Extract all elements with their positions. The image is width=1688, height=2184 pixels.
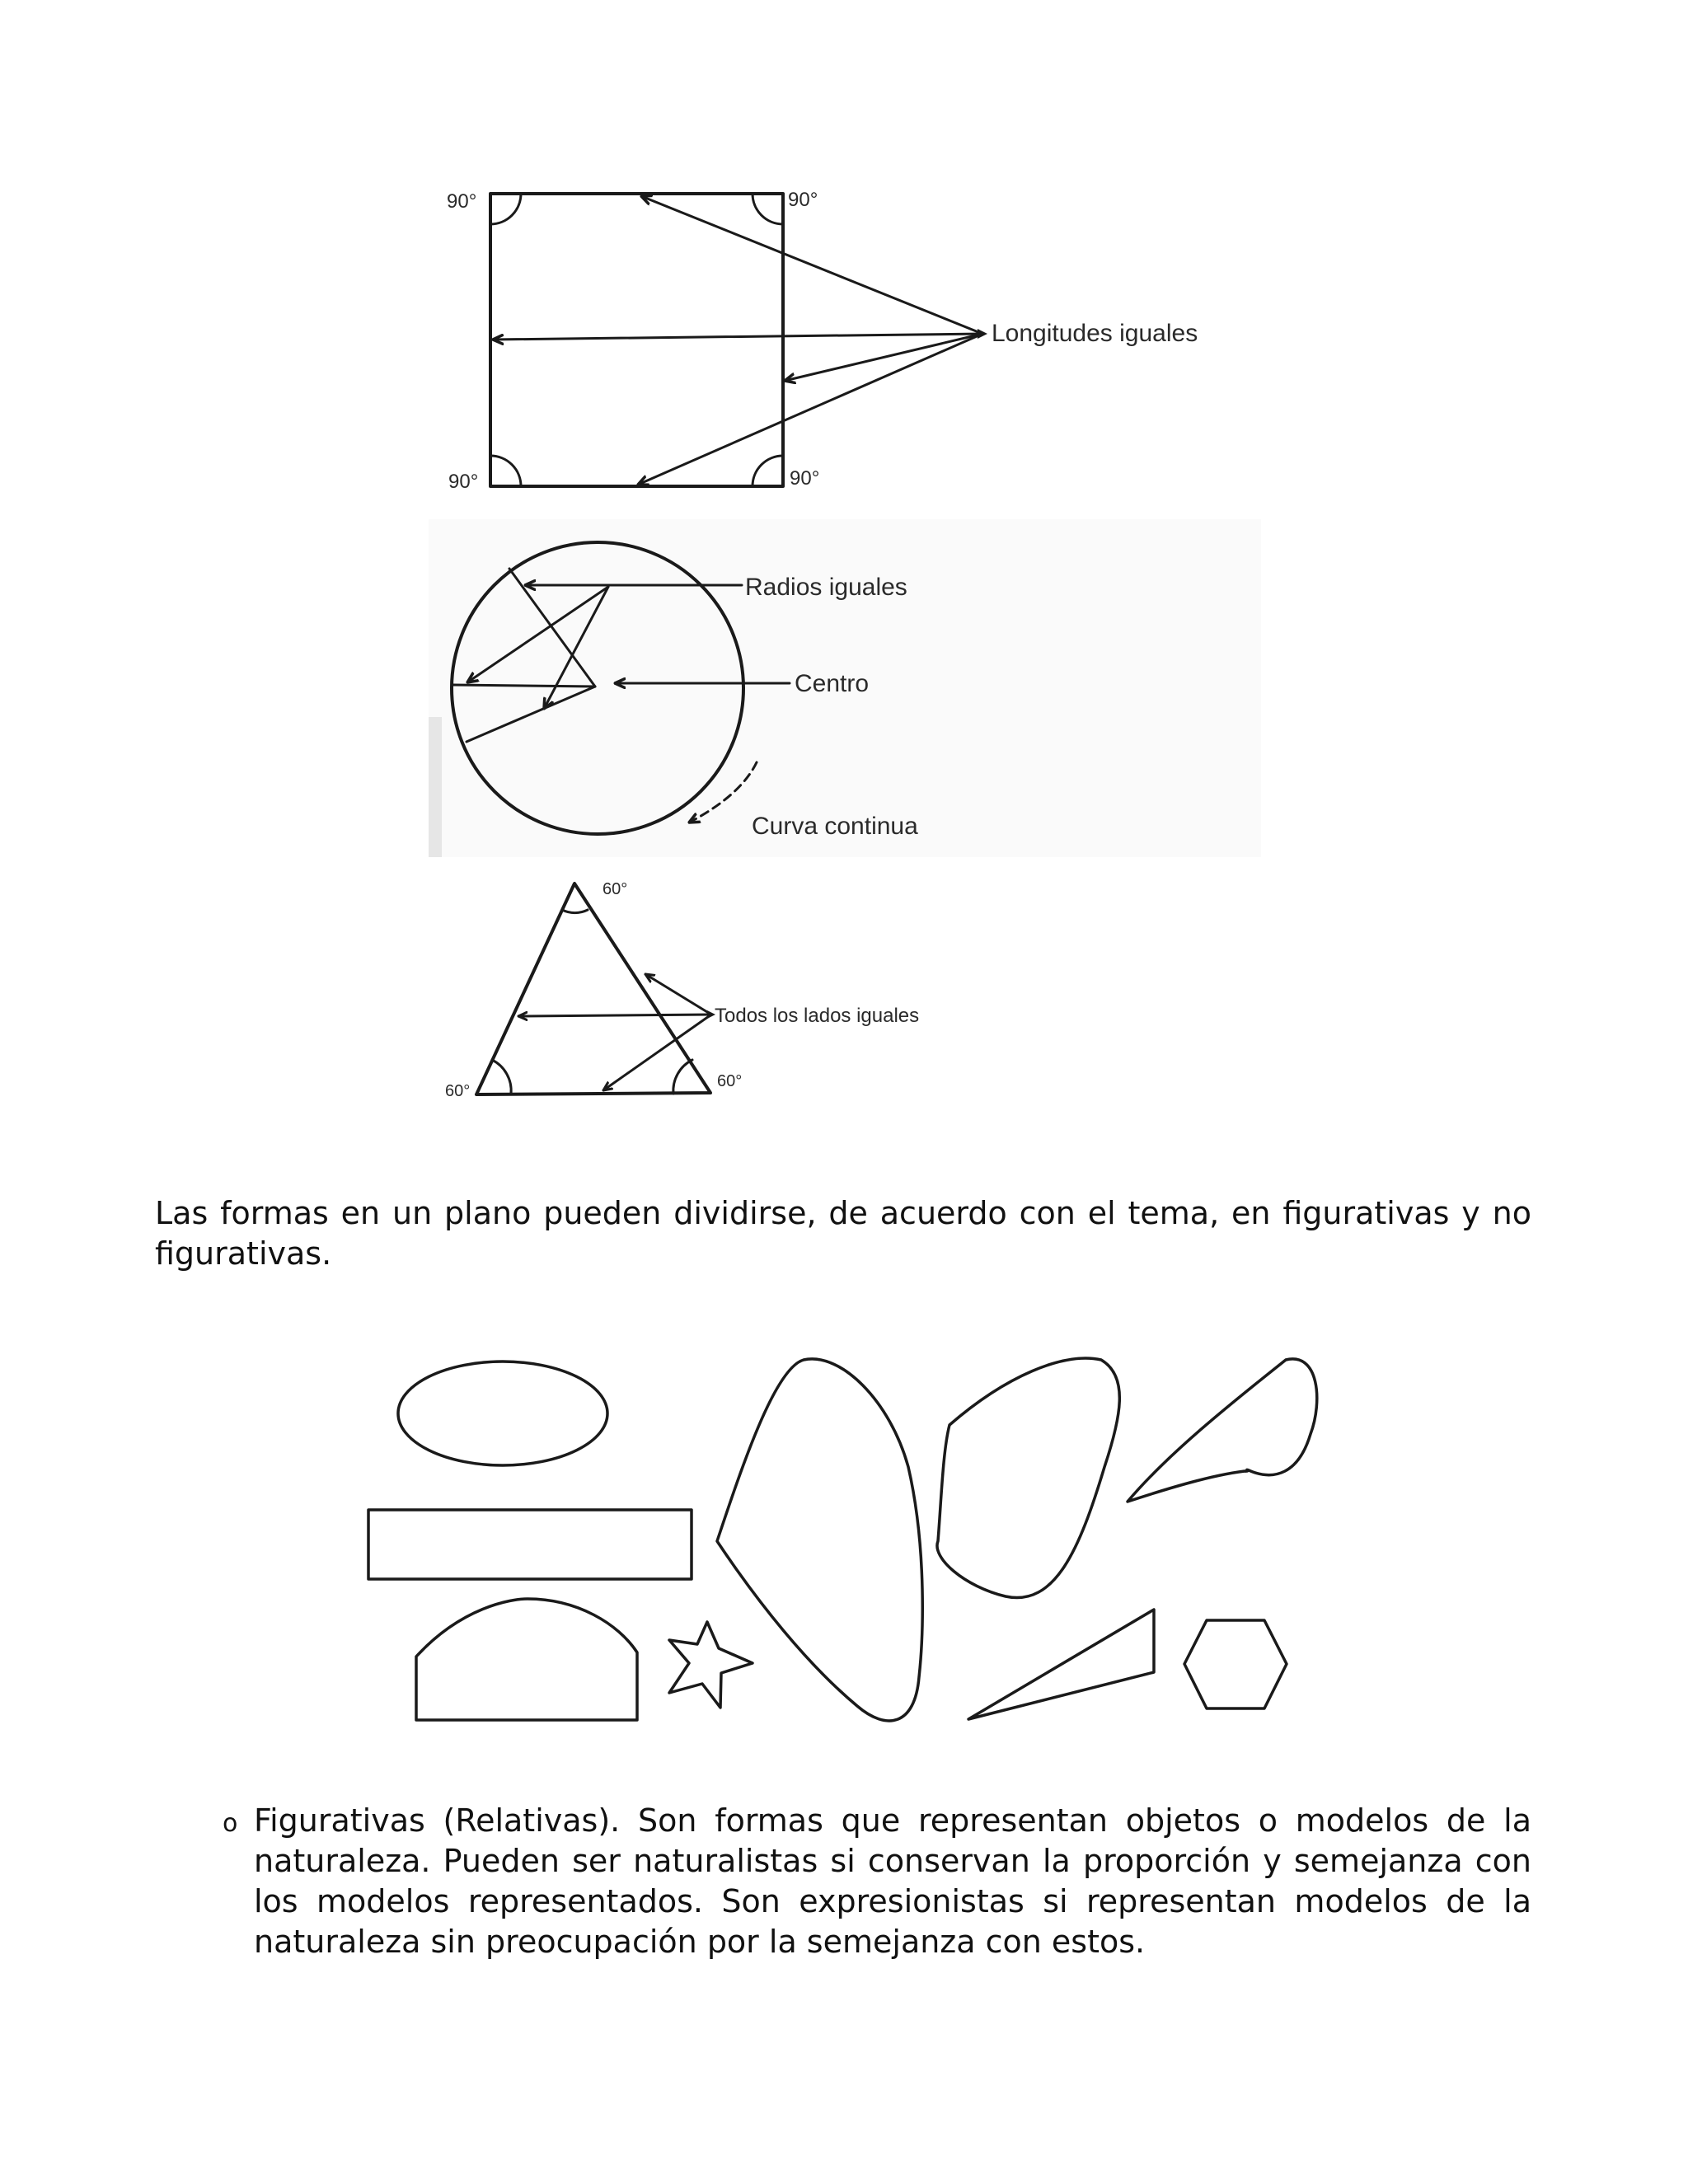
angle-label-left: 60° [445, 1082, 471, 1100]
bullet-marker: o [223, 1809, 238, 1838]
angle-arc-right [673, 1060, 692, 1094]
wing-shape [1128, 1359, 1317, 1502]
square-diagram [412, 165, 1269, 511]
angle-label-right: 60° [717, 1072, 743, 1090]
convergence-arrowhead [978, 329, 987, 339]
curva-label: Curva continua [752, 813, 918, 840]
scan-edge-strip [429, 717, 442, 857]
hexagon-shape [1184, 1620, 1287, 1708]
lados-arrow-bottom [603, 1015, 711, 1090]
dome-shape [416, 1599, 637, 1720]
teardrop-shape [717, 1359, 922, 1721]
star-shape [669, 1622, 753, 1708]
longitudes-label: Longitudes iguales [992, 320, 1198, 347]
angle-arc-tr [753, 194, 783, 224]
lados-arrow-left [518, 1015, 711, 1016]
ellipse-shape [398, 1361, 607, 1465]
arrow-to-bottom-side [638, 334, 982, 485]
angle-label-tr: 90° [788, 189, 818, 211]
angle-arc-br [753, 456, 783, 486]
angle-arc-left [492, 1060, 511, 1094]
angle-label-bl: 90° [448, 471, 479, 493]
figurativas-paragraph: Figurativas (Relativas). Son formas que representan objetos o modelos de la naturaleza. Pueden ser naturalistas si conservan la proporción y semejanza con los modelos representados. Son expresionistas si representan modelos de la naturaleza sin preocupación por la semejanza con estos. [254, 1802, 1531, 1960]
radios-label: Radios iguales [745, 574, 907, 601]
arrow-to-left-side [493, 334, 982, 340]
angle-label-br: 90° [790, 467, 820, 490]
shapes-illustration [354, 1335, 1343, 1731]
intro-paragraph: Las formas en un plano pueden dividirse, de acuerdo con el tema, en figurativas y no figurativas. [155, 1195, 1531, 1272]
angle-label-tl: 90° [447, 190, 477, 213]
radius-line-2 [452, 685, 595, 687]
angle-arc-tl [490, 194, 521, 224]
triangle-shape [476, 883, 710, 1094]
sliver-triangle-shape [968, 1610, 1154, 1719]
circle-diagram [429, 519, 1269, 865]
triangle-diagram [429, 865, 1006, 1113]
centro-label: Centro [795, 670, 870, 697]
todos-lados-label: Todos los lados iguales [715, 1005, 920, 1027]
angle-arc-top [562, 910, 588, 913]
arrow-to-right-side [785, 334, 982, 381]
arrow-to-top-side [641, 196, 982, 334]
blob-shape [937, 1358, 1119, 1597]
rectangle-shape [368, 1510, 692, 1579]
angle-label-top: 60° [603, 880, 628, 898]
angle-arc-bl [490, 456, 521, 486]
